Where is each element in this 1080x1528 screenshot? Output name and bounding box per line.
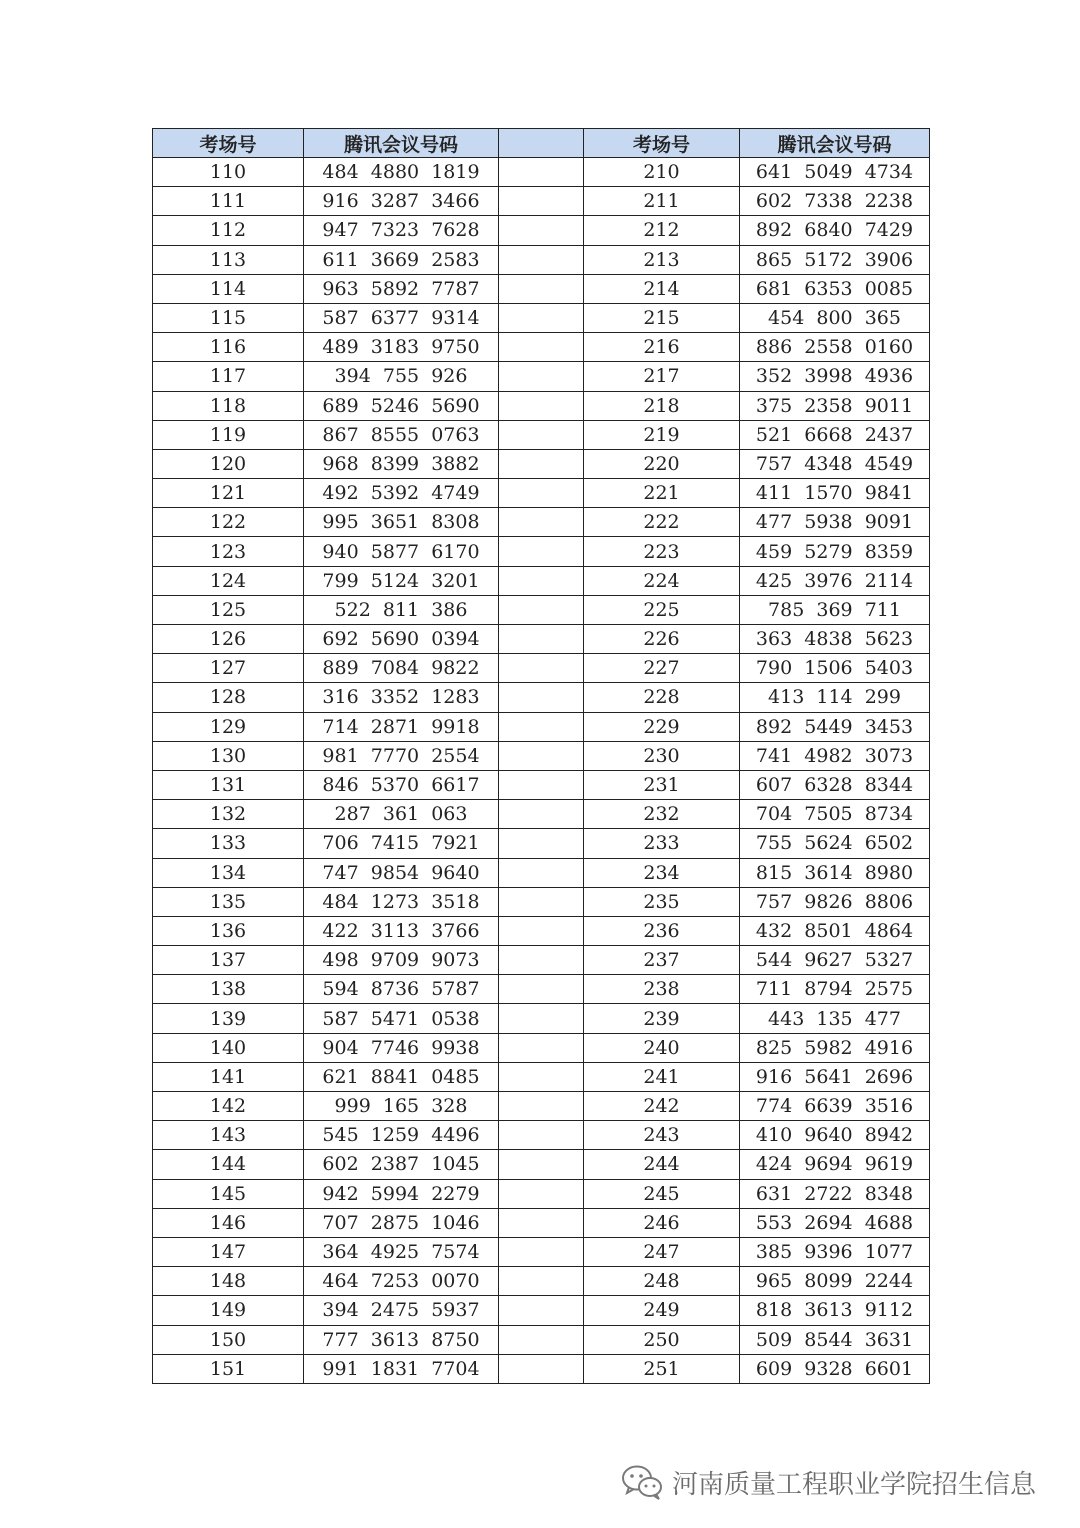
table-row <box>153 216 930 245</box>
meeting-number-left: 422 3113 3766 <box>304 916 499 945</box>
room-number-left: 150 <box>153 1325 304 1354</box>
account-watermark <box>620 1460 1036 1504</box>
meeting-number-right: 607 6328 8344 <box>740 770 930 799</box>
meeting-number-right: 865 5172 3906 <box>740 245 930 274</box>
gap-cell <box>499 303 584 332</box>
room-number-right: 244 <box>584 1150 740 1179</box>
meeting-number-left: 981 7770 2554 <box>304 741 499 770</box>
room-number-left: 151 <box>153 1354 304 1383</box>
room-number-right: 215 <box>584 303 740 332</box>
table-row <box>153 1150 930 1179</box>
room-number-left: 130 <box>153 741 304 770</box>
meeting-number-right: 443 135 477 <box>740 1004 930 1033</box>
table-row <box>153 508 930 537</box>
meeting-number-right: 886 2558 0160 <box>740 333 930 362</box>
table-row <box>153 1296 930 1325</box>
room-number-right: 219 <box>584 420 740 449</box>
meeting-number-left: 707 2875 1046 <box>304 1208 499 1237</box>
gap-cell <box>499 1121 584 1150</box>
table-row <box>153 158 930 187</box>
gap-cell <box>499 1062 584 1091</box>
room-number-right: 217 <box>584 362 740 391</box>
room-number-right: 250 <box>584 1325 740 1354</box>
gap-cell <box>499 1296 584 1325</box>
room-number-left: 121 <box>153 479 304 508</box>
room-number-right: 246 <box>584 1208 740 1237</box>
room-number-left: 139 <box>153 1004 304 1033</box>
room-number-left: 136 <box>153 916 304 945</box>
room-number-left: 129 <box>153 712 304 741</box>
gap-cell <box>499 683 584 712</box>
meeting-number-left: 942 5994 2279 <box>304 1179 499 1208</box>
gap-cell <box>499 829 584 858</box>
gap-cell <box>499 245 584 274</box>
meeting-number-right: 818 3613 9112 <box>740 1296 930 1325</box>
table-row <box>153 1092 930 1121</box>
meeting-number-left: 484 1273 3518 <box>304 887 499 916</box>
room-number-left: 117 <box>153 362 304 391</box>
meeting-number-right: 509 8544 3631 <box>740 1325 930 1354</box>
header-room-right: 考场号 <box>584 129 740 158</box>
room-number-left: 118 <box>153 391 304 420</box>
table-row <box>153 1062 930 1091</box>
meeting-number-right: 825 5982 4916 <box>740 1033 930 1062</box>
meeting-number-right: 631 2722 8348 <box>740 1179 930 1208</box>
table-row <box>153 245 930 274</box>
gap-cell <box>499 712 584 741</box>
meeting-number-right: 425 3976 2114 <box>740 566 930 595</box>
room-number-left: 131 <box>153 770 304 799</box>
room-number-right: 218 <box>584 391 740 420</box>
meeting-number-left: 545 1259 4496 <box>304 1121 499 1150</box>
table-row <box>153 1179 930 1208</box>
room-number-right: 213 <box>584 245 740 274</box>
room-number-right: 216 <box>584 333 740 362</box>
table-row <box>153 1033 930 1062</box>
room-number-left: 116 <box>153 333 304 362</box>
room-number-left: 110 <box>153 158 304 187</box>
room-number-left: 144 <box>153 1150 304 1179</box>
room-number-right: 241 <box>584 1062 740 1091</box>
header-meeting-left: 腾讯会议号码 <box>304 129 499 158</box>
meeting-number-left: 464 7253 0070 <box>304 1267 499 1296</box>
room-number-right: 236 <box>584 916 740 945</box>
room-number-right: 249 <box>584 1296 740 1325</box>
meeting-number-left: 999 165 328 <box>304 1092 499 1121</box>
meeting-number-left: 947 7323 7628 <box>304 216 499 245</box>
meeting-number-right: 410 9640 8942 <box>740 1121 930 1150</box>
gap-cell <box>499 625 584 654</box>
table-row <box>153 625 930 654</box>
meeting-number-left: 621 8841 0485 <box>304 1062 499 1091</box>
meeting-number-left: 587 6377 9314 <box>304 303 499 332</box>
gap-cell <box>499 158 584 187</box>
meeting-number-left: 316 3352 1283 <box>304 683 499 712</box>
room-number-right: 212 <box>584 216 740 245</box>
table-row <box>153 1354 930 1383</box>
table-row <box>153 829 930 858</box>
room-number-left: 149 <box>153 1296 304 1325</box>
room-number-right: 239 <box>584 1004 740 1033</box>
room-number-left: 124 <box>153 566 304 595</box>
room-number-right: 233 <box>584 829 740 858</box>
room-number-right: 248 <box>584 1267 740 1296</box>
room-number-right: 226 <box>584 625 740 654</box>
meeting-number-right: 681 6353 0085 <box>740 274 930 303</box>
gap-cell <box>499 1092 584 1121</box>
room-number-left: 146 <box>153 1208 304 1237</box>
meeting-number-left: 904 7746 9938 <box>304 1033 499 1062</box>
gap-cell <box>499 1150 584 1179</box>
meeting-number-right: 413 114 299 <box>740 683 930 712</box>
room-number-left: 142 <box>153 1092 304 1121</box>
meeting-number-left: 498 9709 9073 <box>304 946 499 975</box>
room-number-left: 148 <box>153 1267 304 1296</box>
meeting-number-right: 704 7505 8734 <box>740 800 930 829</box>
room-number-left: 135 <box>153 887 304 916</box>
meeting-number-right: 755 5624 6502 <box>740 829 930 858</box>
meeting-number-right: 965 8099 2244 <box>740 1267 930 1296</box>
meeting-number-left: 889 7084 9822 <box>304 654 499 683</box>
room-number-right: 227 <box>584 654 740 683</box>
meeting-number-right: 602 7338 2238 <box>740 187 930 216</box>
room-number-left: 123 <box>153 537 304 566</box>
meeting-number-right: 424 9694 9619 <box>740 1150 930 1179</box>
meeting-number-left: 522 811 386 <box>304 595 499 624</box>
meeting-number-left: 689 5246 5690 <box>304 391 499 420</box>
table-row <box>153 800 930 829</box>
room-number-left: 132 <box>153 800 304 829</box>
gap-cell <box>499 1325 584 1354</box>
room-number-left: 137 <box>153 946 304 975</box>
table-row <box>153 887 930 916</box>
table-row <box>153 537 930 566</box>
gap-cell <box>499 216 584 245</box>
room-number-left: 111 <box>153 187 304 216</box>
meeting-number-table <box>152 128 930 1384</box>
table-row <box>153 1325 930 1354</box>
meeting-number-left: 799 5124 3201 <box>304 566 499 595</box>
gap-cell <box>499 449 584 478</box>
meeting-number-right: 385 9396 1077 <box>740 1237 930 1266</box>
room-number-right: 243 <box>584 1121 740 1150</box>
table-row <box>153 362 930 391</box>
room-number-right: 238 <box>584 975 740 1004</box>
room-number-right: 235 <box>584 887 740 916</box>
room-number-right: 228 <box>584 683 740 712</box>
table-row <box>153 187 930 216</box>
room-number-left: 115 <box>153 303 304 332</box>
table-row <box>153 449 930 478</box>
gap-cell <box>499 333 584 362</box>
meeting-number-left: 394 2475 5937 <box>304 1296 499 1325</box>
gap-cell <box>499 916 584 945</box>
room-number-right: 211 <box>584 187 740 216</box>
gap-cell <box>499 1033 584 1062</box>
room-number-right: 232 <box>584 800 740 829</box>
meeting-number-left: 777 3613 8750 <box>304 1325 499 1354</box>
meeting-number-left: 995 3651 8308 <box>304 508 499 537</box>
header-meeting-right: 腾讯会议号码 <box>740 129 930 158</box>
gap-cell <box>499 362 584 391</box>
meeting-number-right: 375 2358 9011 <box>740 391 930 420</box>
table-row <box>153 946 930 975</box>
meeting-number-right: 790 1506 5403 <box>740 654 930 683</box>
meeting-number-left: 940 5877 6170 <box>304 537 499 566</box>
room-number-right: 242 <box>584 1092 740 1121</box>
table-row <box>153 303 930 332</box>
room-number-left: 113 <box>153 245 304 274</box>
gap-cell <box>499 741 584 770</box>
room-number-left: 114 <box>153 274 304 303</box>
meeting-number-right: 454 800 365 <box>740 303 930 332</box>
meeting-number-right: 352 3998 4936 <box>740 362 930 391</box>
meeting-number-left: 364 4925 7574 <box>304 1237 499 1266</box>
meeting-number-right: 459 5279 8359 <box>740 537 930 566</box>
gap-cell <box>499 537 584 566</box>
table-row <box>153 479 930 508</box>
table-row <box>153 741 930 770</box>
gap-cell <box>499 858 584 887</box>
meeting-number-right: 892 6840 7429 <box>740 216 930 245</box>
gap-cell <box>499 420 584 449</box>
meeting-number-right: 641 5049 4734 <box>740 158 930 187</box>
meeting-number-left: 963 5892 7787 <box>304 274 499 303</box>
gap-cell <box>499 887 584 916</box>
room-number-right: 240 <box>584 1033 740 1062</box>
room-number-left: 143 <box>153 1121 304 1150</box>
gap-cell <box>499 479 584 508</box>
meeting-number-right: 711 8794 2575 <box>740 975 930 1004</box>
room-number-left: 122 <box>153 508 304 537</box>
meeting-number-right: 916 5641 2696 <box>740 1062 930 1091</box>
room-number-left: 145 <box>153 1179 304 1208</box>
table-row <box>153 916 930 945</box>
room-number-left: 119 <box>153 420 304 449</box>
table-row <box>153 712 930 741</box>
room-number-right: 231 <box>584 770 740 799</box>
gap-cell <box>499 187 584 216</box>
meeting-number-right: 521 6668 2437 <box>740 420 930 449</box>
table-row <box>153 566 930 595</box>
room-number-left: 126 <box>153 625 304 654</box>
gap-cell <box>499 654 584 683</box>
room-number-left: 133 <box>153 829 304 858</box>
meeting-number-left: 916 3287 3466 <box>304 187 499 216</box>
meeting-number-left: 492 5392 4749 <box>304 479 499 508</box>
room-number-left: 127 <box>153 654 304 683</box>
meeting-number-right: 892 5449 3453 <box>740 712 930 741</box>
room-number-right: 230 <box>584 741 740 770</box>
room-number-left: 141 <box>153 1062 304 1091</box>
room-number-left: 128 <box>153 683 304 712</box>
table-row <box>153 274 930 303</box>
meeting-number-right: 477 5938 9091 <box>740 508 930 537</box>
meeting-number-right: 544 9627 5327 <box>740 946 930 975</box>
meeting-number-right: 609 9328 6601 <box>740 1354 930 1383</box>
room-number-left: 120 <box>153 449 304 478</box>
meeting-number-left: 692 5690 0394 <box>304 625 499 654</box>
table-row <box>153 420 930 449</box>
room-number-left: 147 <box>153 1237 304 1266</box>
room-number-right: 251 <box>584 1354 740 1383</box>
gap-cell <box>499 1267 584 1296</box>
room-number-left: 134 <box>153 858 304 887</box>
table-row <box>153 858 930 887</box>
gap-cell <box>499 975 584 1004</box>
meeting-number-right: 411 1570 9841 <box>740 479 930 508</box>
room-number-right: 225 <box>584 595 740 624</box>
header-gap <box>499 129 584 158</box>
meeting-number-left: 611 3669 2583 <box>304 245 499 274</box>
gap-cell <box>499 770 584 799</box>
watermark-text: 河南质量工程职业学院招生信息 <box>672 1469 1037 1500</box>
table-row <box>153 654 930 683</box>
gap-cell <box>499 508 584 537</box>
meeting-number-right: 757 9826 8806 <box>740 887 930 916</box>
room-number-right: 222 <box>584 508 740 537</box>
meeting-number-left: 394 755 926 <box>304 362 499 391</box>
gap-cell <box>499 391 584 420</box>
room-number-right: 223 <box>584 537 740 566</box>
table-row <box>153 595 930 624</box>
room-number-right: 234 <box>584 858 740 887</box>
table-row <box>153 683 930 712</box>
room-number-left: 140 <box>153 1033 304 1062</box>
meeting-number-left: 594 8736 5787 <box>304 975 499 1004</box>
meeting-number-left: 867 8555 0763 <box>304 420 499 449</box>
room-number-right: 224 <box>584 566 740 595</box>
table-row <box>153 1208 930 1237</box>
gap-cell <box>499 1004 584 1033</box>
gap-cell <box>499 595 584 624</box>
meeting-number-right: 363 4838 5623 <box>740 625 930 654</box>
meeting-number-left: 714 2871 9918 <box>304 712 499 741</box>
meeting-number-left: 602 2387 1045 <box>304 1150 499 1179</box>
meeting-number-left: 489 3183 9750 <box>304 333 499 362</box>
meeting-number-right: 741 4982 3073 <box>740 741 930 770</box>
table-row <box>153 1267 930 1296</box>
table-row <box>153 1004 930 1033</box>
room-number-left: 138 <box>153 975 304 1004</box>
table-header-row <box>153 129 930 158</box>
table-row <box>153 1121 930 1150</box>
gap-cell <box>499 1179 584 1208</box>
gap-cell <box>499 1354 584 1383</box>
room-number-right: 221 <box>584 479 740 508</box>
meeting-number-left: 991 1831 7704 <box>304 1354 499 1383</box>
meeting-number-right: 815 3614 8980 <box>740 858 930 887</box>
meeting-number-left: 706 7415 7921 <box>304 829 499 858</box>
gap-cell <box>499 1237 584 1266</box>
meeting-number-right: 785 369 711 <box>740 595 930 624</box>
meeting-number-left: 747 9854 9640 <box>304 858 499 887</box>
meeting-number-right: 432 8501 4864 <box>740 916 930 945</box>
gap-cell <box>499 946 584 975</box>
gap-cell <box>499 1208 584 1237</box>
meeting-number-right: 757 4348 4549 <box>740 449 930 478</box>
room-number-right: 229 <box>584 712 740 741</box>
meeting-number-left: 587 5471 0538 <box>304 1004 499 1033</box>
room-number-right: 210 <box>584 158 740 187</box>
meeting-number-right: 774 6639 3516 <box>740 1092 930 1121</box>
meeting-number-left: 484 4880 1819 <box>304 158 499 187</box>
gap-cell <box>499 274 584 303</box>
room-number-right: 247 <box>584 1237 740 1266</box>
meeting-number-left: 287 361 063 <box>304 800 499 829</box>
meeting-number-left: 968 8399 3882 <box>304 449 499 478</box>
gap-cell <box>499 566 584 595</box>
meeting-number-left: 846 5370 6617 <box>304 770 499 799</box>
room-number-right: 245 <box>584 1179 740 1208</box>
table-row <box>153 391 930 420</box>
table-row <box>153 1237 930 1266</box>
table-row <box>153 333 930 362</box>
room-number-right: 237 <box>584 946 740 975</box>
header-room-left: 考场号 <box>153 129 304 158</box>
wechat-icon <box>620 1462 664 1502</box>
table-row <box>153 975 930 1004</box>
table-row <box>153 770 930 799</box>
room-number-right: 220 <box>584 449 740 478</box>
meeting-number-right: 553 2694 4688 <box>740 1208 930 1237</box>
room-number-left: 112 <box>153 216 304 245</box>
room-number-left: 125 <box>153 595 304 624</box>
gap-cell <box>499 800 584 829</box>
room-number-right: 214 <box>584 274 740 303</box>
